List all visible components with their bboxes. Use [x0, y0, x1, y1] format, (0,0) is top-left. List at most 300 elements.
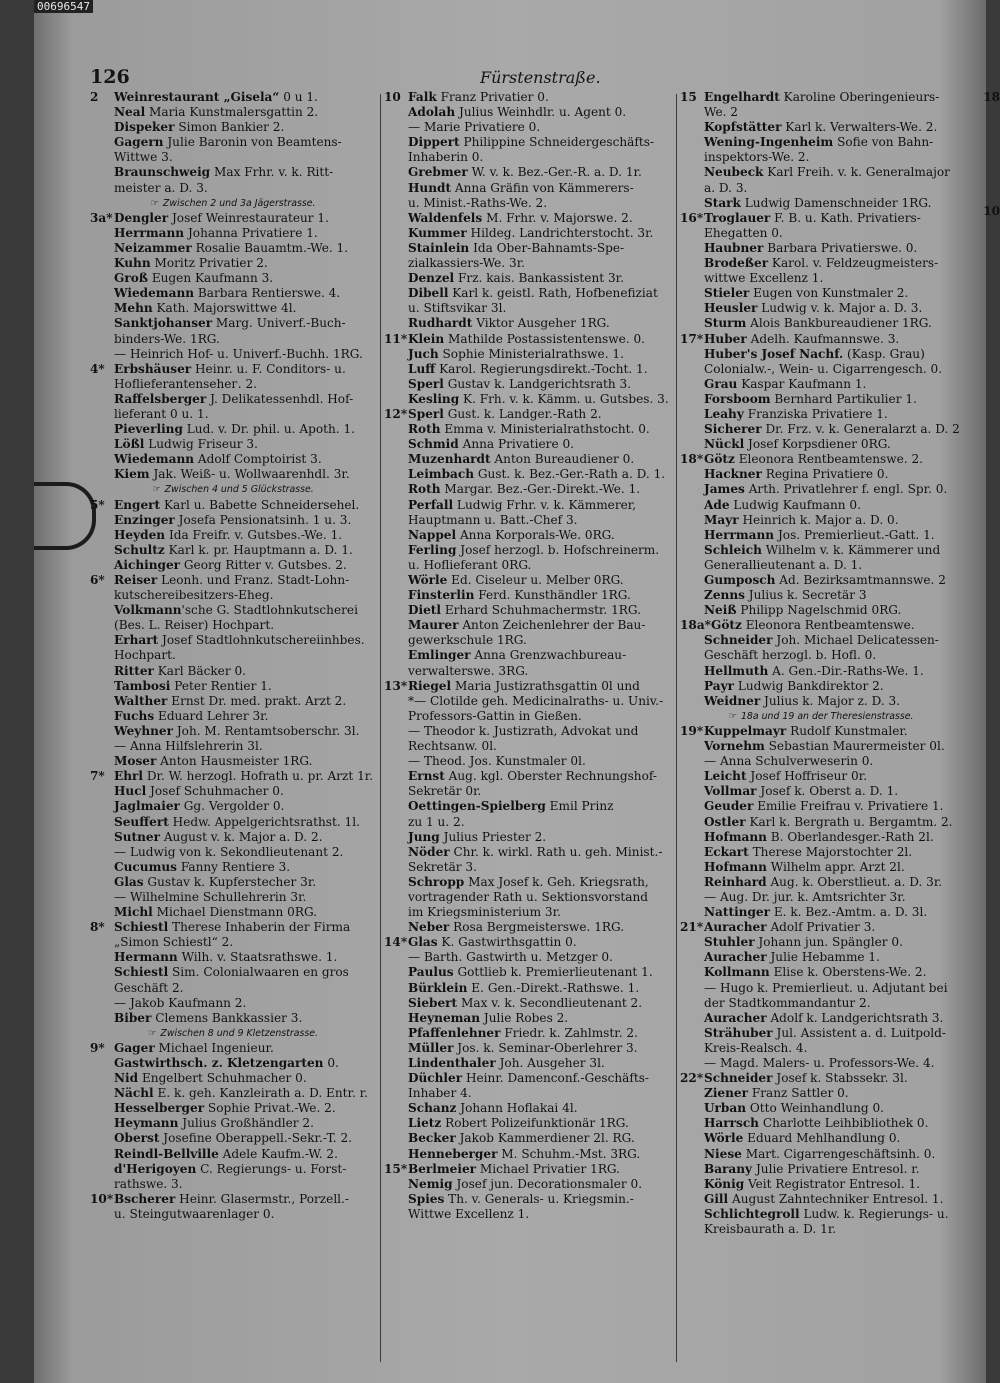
resident-name: Oberst — [114, 1131, 160, 1146]
resident-name: Sturm — [704, 316, 747, 331]
directory-entry — [90, 603, 376, 618]
resident-name: Ernst — [408, 769, 445, 784]
entry-details: Hauptmann u. Batt.-Chef 3. — [408, 512, 578, 527]
directory-entry — [90, 301, 376, 316]
running-head: Fürstenstraße. — [480, 68, 601, 87]
entry-continuation — [384, 664, 674, 679]
resident-name: Dispeker — [114, 120, 175, 135]
directory-entry — [384, 618, 674, 633]
resident-name: Heusler — [704, 301, 758, 316]
house-number: 10 — [384, 90, 401, 104]
directory-entry — [384, 165, 674, 180]
directory-entry — [680, 1116, 962, 1131]
entry-details: Sekretär 3. — [408, 859, 477, 874]
entry-continuation — [90, 981, 376, 996]
entry-details: Dr. Frz. v. k. Generalarzt a. D. 2 — [761, 422, 960, 437]
directory-entry — [90, 830, 376, 845]
resident-name: Finsterlin — [408, 588, 475, 603]
directory-entry — [90, 965, 376, 980]
directory-entry — [680, 1177, 962, 1192]
directory-entry — [680, 724, 962, 739]
entry-details: im Kriegsministerium 3r. — [408, 905, 561, 920]
resident-name: Wiedemann — [114, 452, 195, 467]
entry-details: Margar. Bez.-Ger.-Direkt.-We. 1. — [440, 482, 641, 497]
directory-entry — [680, 196, 962, 211]
directory-entry — [680, 90, 962, 105]
entry-details: K. Gastwirthsgattin 0. — [437, 935, 577, 950]
entry-details: Jakob Kammerdiener 2l. RG. — [455, 1131, 635, 1146]
note-text: 18a und 19 an der Theresienstrasse. — [740, 710, 914, 722]
directory-entry — [384, 271, 674, 286]
resident-name: Haubner — [704, 240, 764, 255]
entry-continuation — [384, 860, 674, 875]
pointing-hand-icon: ☞ — [150, 197, 159, 209]
entry-continuation — [90, 407, 376, 422]
resident-name: Hellmuth — [704, 663, 769, 678]
resident-name: Sutner — [114, 829, 160, 844]
house-number: 5* — [90, 497, 105, 512]
entry-details: Adelh. Kaufmannswe. 3. — [746, 331, 900, 346]
resident-name: Ehrl — [114, 769, 143, 784]
house-number: 12* — [384, 406, 408, 421]
entry-details: — Jakob Kaufmann 2. — [114, 995, 247, 1010]
directory-entry — [680, 392, 962, 407]
resident-name: Grau — [704, 376, 738, 391]
entry-details: E. k. geh. Kanzleirath a. D. Entr. r. — [153, 1086, 368, 1101]
resident-name: Forsboom — [704, 391, 771, 406]
directory-entry — [90, 165, 376, 180]
entry-details: — Anna Hilfslehrerin 3l. — [114, 739, 263, 754]
directory-entry — [680, 1026, 962, 1041]
entry-continuation — [680, 1056, 962, 1071]
entry-details: Philippine Schneidergeschäfts- — [459, 135, 655, 150]
directory-entry — [680, 769, 962, 784]
resident-name: Waldenfels — [408, 210, 483, 225]
house-number: 7* — [90, 769, 105, 784]
entry-details: B. Oberlandesger.-Rath 2l. — [766, 829, 934, 844]
directory-entry — [384, 528, 674, 543]
entry-details: 'sche G. Stadtlohnkutscherei — [181, 603, 358, 618]
entry-details: u. Stiftsvikar 3l. — [408, 301, 507, 316]
resident-name: Kuhn — [114, 256, 151, 271]
resident-name: Schleich — [704, 542, 762, 557]
directory-entry — [90, 498, 376, 513]
note-text: Zwischen 2 und 3a Jägerstrasse. — [162, 197, 316, 209]
directory-entry — [384, 392, 674, 407]
resident-name: Rudhardt — [408, 316, 473, 331]
resident-name: Huber — [704, 331, 747, 346]
entry-continuation — [384, 709, 674, 724]
directory-entry — [384, 226, 674, 241]
entry-details: Joh. Ausgeher 3l. — [495, 1056, 605, 1070]
entry-details: Emil Prinz — [545, 799, 614, 814]
directory-entry — [90, 1056, 376, 1071]
resident-name: Wening-Ingenheim — [704, 135, 834, 150]
page-header — [90, 66, 960, 90]
resident-name: Zenns — [704, 588, 745, 603]
directory-entry — [384, 1011, 674, 1026]
directory-entry — [90, 754, 376, 769]
resident-name: Weyhner — [114, 723, 173, 738]
directory-entry — [384, 588, 674, 603]
directory-entry — [384, 1177, 674, 1192]
entry-details: Michael Ingenieur. — [154, 1040, 274, 1055]
entry-details: Georg Ritter v. Gutsbes. 2. — [180, 557, 347, 572]
entry-details: Karl k. pr. Hauptmann a. D. 1. — [164, 542, 353, 557]
directory-entry — [680, 679, 962, 694]
house-number: 8* — [90, 920, 105, 935]
pointing-hand-icon: ☞ — [148, 1027, 157, 1039]
directory-entry — [384, 996, 674, 1011]
resident-name: Heymann — [114, 1116, 179, 1131]
directory-entry — [90, 1011, 376, 1026]
directory-entry — [384, 965, 674, 980]
resident-name: Schlichtegroll — [704, 1206, 800, 1221]
directory-entry — [384, 181, 674, 196]
entry-details: — Ludwig von k. Sekondlieutenant 2. — [114, 844, 344, 859]
entry-details: Josef Korpsdiener 0RG. — [744, 437, 891, 452]
directory-entry — [680, 452, 962, 467]
entry-details: kutschereibesitzers-Eheg. — [114, 588, 274, 603]
resident-name: Neubeck — [704, 165, 764, 180]
entry-details: Josef Hoffriseur 0r. — [746, 769, 868, 784]
column-1 — [90, 90, 376, 1222]
entry-details: Anton Hausmeister 1RG. — [156, 754, 313, 769]
entry-details: Anna Gräfin von Kämmerers- — [451, 180, 634, 195]
entry-details: C. Regierungs- u. Forst- — [196, 1161, 347, 1176]
resident-name: Urban — [704, 1101, 747, 1116]
street-crossing-note — [680, 709, 962, 724]
entry-details: Marg. Univerf.-Buch- — [212, 316, 346, 331]
entry-details: Adolf Privatier 3. — [766, 920, 876, 935]
entry-details: Josef jun. Decorationsmaler 0. — [452, 1176, 643, 1191]
entry-continuation — [680, 1222, 962, 1237]
house-number: 22* — [680, 1071, 704, 1086]
resident-name: Paulus — [408, 965, 454, 980]
directory-entry — [680, 573, 962, 588]
directory-entry — [90, 135, 376, 150]
directory-entry — [680, 528, 962, 543]
resident-name: Tambosi — [114, 678, 171, 693]
directory-entry — [384, 981, 674, 996]
entry-details: Therese Majorstochter 2l. — [748, 844, 913, 859]
resident-name: James — [704, 482, 745, 497]
directory-entry — [680, 256, 962, 271]
entry-details: Adele Kaufm.-W. 2. — [218, 1146, 338, 1161]
entry-details: Kath. Majorswittwe 4l. — [152, 301, 297, 316]
resident-name: Götz — [704, 452, 735, 467]
house-number: 4* — [90, 361, 105, 376]
entry-details: Karoline Oberingenieurs- — [779, 90, 940, 104]
entry-details: Colonialw.-, Wein- u. Cigarrengesch. 0. — [704, 361, 943, 376]
resident-name: Heyneman — [408, 1010, 481, 1025]
resident-name: Siebert — [408, 995, 458, 1010]
directory-entry — [90, 1162, 376, 1177]
house-number: 3a* — [90, 210, 113, 225]
entry-details: Wilhelm appr. Arzt 2l. — [766, 859, 905, 874]
house-number: 18* — [680, 452, 704, 467]
directory-entry — [680, 1207, 962, 1222]
column-rule — [676, 94, 677, 1362]
directory-entry — [90, 286, 376, 301]
house-number: 18a* — [680, 618, 711, 633]
directory-entry — [90, 105, 376, 120]
resident-name: Stuhler — [704, 935, 755, 950]
directory-entry — [384, 1026, 674, 1041]
entry-details: We. 2 — [704, 105, 738, 120]
directory-entry — [90, 1086, 376, 1101]
directory-entry — [680, 1192, 962, 1207]
directory-entry — [680, 905, 962, 920]
entry-details: rathswe. 3. — [114, 1176, 183, 1191]
entry-continuation — [384, 513, 674, 528]
entry-details: Lud. v. Dr. phil. u. Apoth. 1. — [182, 422, 356, 437]
directory-entry — [90, 920, 376, 935]
entry-details: Gustav k. Landgerichtsrath 3. — [443, 376, 632, 391]
entry-details: Heinr. Glasermstr., Porzell.- — [175, 1191, 349, 1206]
directory-entry — [680, 1101, 962, 1116]
directory-entry — [680, 377, 962, 392]
resident-name: Pieverling — [114, 422, 183, 437]
entry-details: Generallieutenant a. D. 1. — [704, 557, 863, 572]
resident-name: Götz — [711, 618, 742, 633]
resident-name: Auracher — [704, 950, 767, 965]
entry-details: Hochpart. — [114, 648, 176, 663]
entry-details: Simon Bankier 2. — [174, 120, 285, 135]
resident-name: Muzenhardt — [408, 452, 491, 467]
entry-details: Johann Hoflakai 4l. — [456, 1101, 578, 1116]
resident-name: Geuder — [704, 799, 754, 814]
entry-details: Ludwig Kaufmann 0. — [729, 497, 861, 512]
resident-name: Schropp — [408, 874, 465, 889]
resident-name: d'Herigoyen — [114, 1161, 197, 1176]
entry-continuation — [680, 996, 962, 1011]
entry-details: gewerkschule 1RG. — [408, 633, 527, 648]
entry-details: Johanna Privatiere 1. — [184, 225, 318, 240]
resident-name: Hucl — [114, 784, 147, 799]
entry-continuation — [384, 739, 674, 754]
entry-details: Emma v. Ministerialrathstocht. 0. — [440, 422, 650, 437]
entry-details: Karl k. Verwalters-We. 2. — [781, 120, 938, 135]
entry-details: Sim. Colonialwaaren en gros — [168, 965, 349, 980]
resident-name: Nemig — [408, 1176, 453, 1191]
resident-name: Seuffert — [114, 814, 169, 829]
entry-continuation — [680, 1041, 962, 1056]
entry-continuation — [384, 1207, 674, 1222]
resident-name: Volkmann — [114, 603, 182, 618]
directory-entry — [680, 1147, 962, 1162]
directory-entry — [680, 830, 962, 845]
directory-entry — [90, 467, 376, 482]
directory-entry — [90, 905, 376, 920]
entry-details: Ferd. Kunsthändler 1RG. — [474, 588, 631, 603]
entry-details: Kaspar Kaufmann 1. — [737, 376, 867, 391]
entry-details: Josefine Oberappell.-Sekr.-T. 2. — [159, 1131, 352, 1146]
entry-details: Karl Bäcker 0. — [153, 663, 246, 678]
resident-name: Nöder — [408, 844, 450, 859]
entry-continuation — [384, 301, 674, 316]
entry-details: Wittwe Excellenz 1. — [408, 1206, 530, 1221]
entry-continuation — [384, 724, 674, 739]
entry-details: Karl u. Babette Schneidersehel. — [160, 497, 360, 512]
entry-details: inspektors-We. 2. — [704, 150, 810, 165]
street-crossing-note — [90, 482, 376, 497]
entry-details: Anna Korporals-We. 0RG. — [456, 527, 615, 542]
directory-entry — [680, 1071, 962, 1086]
entry-details: Arth. Privatlehrer f. engl. Spr. 0. — [744, 482, 948, 497]
page-number: 126 — [90, 66, 130, 88]
resident-name: Hofmann — [704, 859, 767, 874]
directory-entry — [90, 241, 376, 256]
directory-entry — [90, 1147, 376, 1162]
resident-name: Hundt — [408, 180, 452, 195]
resident-name: Bscherer — [114, 1191, 176, 1206]
entry-details: Rosa Bergmeisterswe. 1RG. — [449, 920, 625, 935]
directory-entry — [384, 920, 674, 935]
resident-name: Lößl — [114, 437, 145, 452]
entry-details: Rosalie Bauamtm.-We. 1. — [191, 240, 349, 255]
directory-entry — [384, 1131, 674, 1146]
entry-continuation — [90, 1207, 376, 1222]
entry-continuation — [680, 271, 962, 286]
resident-name: Leahy — [704, 406, 744, 421]
resident-name: Harrsch — [704, 1116, 759, 1131]
entry-details: Otto Weinhandlung 0. — [746, 1101, 884, 1116]
resident-name: Erbshäuser — [114, 361, 192, 376]
entry-continuation — [680, 105, 962, 120]
entry-details: — Anna Schulverweserin 0. — [704, 754, 874, 769]
directory-entry — [90, 875, 376, 890]
pointing-hand-icon: ☞ — [728, 710, 737, 722]
directory-entry — [90, 709, 376, 724]
entry-continuation — [384, 196, 674, 211]
entry-continuation — [384, 905, 674, 920]
entry-details: Josef Stadtlohnkutschereiinhbes. — [158, 633, 365, 648]
directory-entry — [384, 332, 674, 347]
street-crossing-note — [90, 1026, 376, 1041]
entry-details: Bernhard Partikulier 1. — [770, 391, 917, 406]
entry-details: M. Schuhm.-Mst. 3RG. — [497, 1146, 641, 1161]
directory-entry — [90, 316, 376, 331]
entry-details: Michael Dienstmann 0RG. — [152, 905, 318, 920]
entry-details: Julius Großhändler 2. — [178, 1116, 314, 1131]
entry-details: Wilhelm v. k. Kämmerer und — [761, 542, 941, 557]
entry-continuation — [90, 1177, 376, 1192]
entry-details: Anton Zeichenlehrer der Bau- — [458, 618, 646, 633]
resident-name: Neiß — [704, 603, 737, 618]
entry-details: Sofie von Bahn- — [833, 135, 934, 150]
entry-details: Ludwig Friseur 3. — [144, 437, 258, 452]
resident-name: Lietz — [408, 1116, 442, 1131]
directory-entry — [90, 950, 376, 965]
resident-name: Müller — [408, 1040, 454, 1055]
entry-details: u. Minist.-Raths-We. 2. — [408, 195, 548, 210]
resident-name: Dippert — [408, 135, 460, 150]
house-number: 14* — [384, 935, 408, 950]
resident-name: Vornehm — [704, 739, 765, 754]
house-number: 15* — [384, 1161, 408, 1176]
entry-continuation — [680, 890, 962, 905]
resident-name: Hackner — [704, 467, 762, 482]
entry-details: der Stadtkommandantur 2. — [704, 995, 871, 1010]
directory-entry — [90, 392, 376, 407]
entry-details: Kreisbaurath a. D. 1r. — [704, 1222, 837, 1237]
entry-details: Charlotte Leihbibliothek 0. — [758, 1116, 929, 1131]
resident-name: Gastwirthsch. z. Kletzengarten — [114, 1056, 324, 1070]
entry-continuation — [90, 648, 376, 663]
entry-continuation — [90, 377, 376, 392]
directory-entry — [680, 875, 962, 890]
entry-details: Julius Weinhdlr. u. Agent 0. — [455, 105, 627, 120]
resident-name: Berlmeier — [408, 1161, 477, 1176]
resident-name: Cucumus — [114, 859, 177, 874]
entry-details: Frz. kais. Bankassistent 3r. — [454, 271, 624, 286]
entry-details: W. v. k. Bez.-Ger.-R. a. D. 1r. — [467, 165, 642, 180]
directory-entry — [680, 845, 962, 860]
entry-details: Hedw. Appelgerichtsrathst. 1l. — [168, 814, 360, 829]
entry-details: Aug. k. Oberstlieut. a. D. 3r. — [766, 874, 943, 889]
entry-details: Professors-Gattin in Gießen. — [408, 708, 582, 723]
directory-entry — [680, 543, 962, 558]
directory-entry — [680, 935, 962, 950]
directory-entry — [680, 135, 962, 150]
entry-details: Ludwig Frhr. v. k. Kämmerer, — [453, 497, 637, 512]
street-crossing-note — [90, 196, 376, 211]
entry-details: M. Frhr. v. Majorswe. 2. — [482, 210, 633, 225]
entry-details: Ludwig Bankdirektor 2. — [734, 678, 884, 693]
entry-details: F. B. u. Kath. Privatiers- — [770, 210, 921, 225]
resident-name: Ritter — [114, 663, 154, 678]
directory-entry — [384, 1162, 674, 1177]
entry-details: Th. v. Generals- u. Kriegsmin.- — [444, 1191, 634, 1206]
resident-name: Nappel — [408, 527, 457, 542]
resident-name: Oettingen-Spielberg — [408, 799, 546, 814]
resident-name: Reindl-Bellville — [114, 1146, 219, 1161]
entry-details: Heinr. Damenconf.-Geschäfts- — [462, 1071, 650, 1086]
directory-entry — [680, 120, 962, 135]
entry-details: (Kasp. Grau) — [843, 346, 925, 361]
entry-details: Anton Bureaudiener 0. — [490, 452, 635, 467]
resident-name: Glas — [114, 874, 144, 889]
entry-details: Ad. Bezirksamtmannswe. 2 — [775, 573, 946, 587]
entry-details: Friedr. k. Zahlmstr. 2. — [500, 1025, 638, 1040]
entry-continuation — [90, 935, 376, 950]
entry-details: August v. k. Major a. D. 2. — [159, 829, 323, 844]
resident-name: Enzinger — [114, 512, 175, 527]
entry-details: Geschäft herzogl. b. Hofl. 0. — [704, 648, 877, 663]
entry-details: Eduard Lehrer 3r. — [154, 708, 269, 723]
entry-details: Eugen von Kunstmaler 2. — [749, 286, 909, 301]
edge-mark: 18 — [983, 90, 1000, 104]
entry-details: E. k. Bez.-Amtm. a. D. 3l. — [769, 905, 928, 920]
directory-entry — [90, 1116, 376, 1131]
entry-details: meister a. D. 3. — [114, 180, 208, 195]
entry-details: Mart. Cigarrengeschäftsinh. 0. — [741, 1146, 936, 1161]
resident-name: Schiestl — [114, 920, 169, 935]
directory-entry — [384, 437, 674, 452]
resident-name: Neizammer — [114, 240, 192, 255]
resident-name: Kesling — [408, 391, 460, 406]
entry-details: Jak. Weiß- u. Wollwaarenhdl. 3r. — [149, 467, 350, 482]
resident-name: Leicht — [704, 769, 747, 784]
resident-name: Groß — [114, 271, 148, 286]
entry-details: Adolf k. Landgerichtsrath 3. — [766, 1010, 944, 1025]
entry-details: Michael Privatier 1RG. — [476, 1161, 620, 1176]
resident-name: König — [704, 1176, 745, 1191]
entry-details: Joh. Michael Delicatessen- — [772, 633, 939, 648]
directory-entry — [90, 1071, 376, 1086]
entry-continuation — [90, 347, 376, 362]
